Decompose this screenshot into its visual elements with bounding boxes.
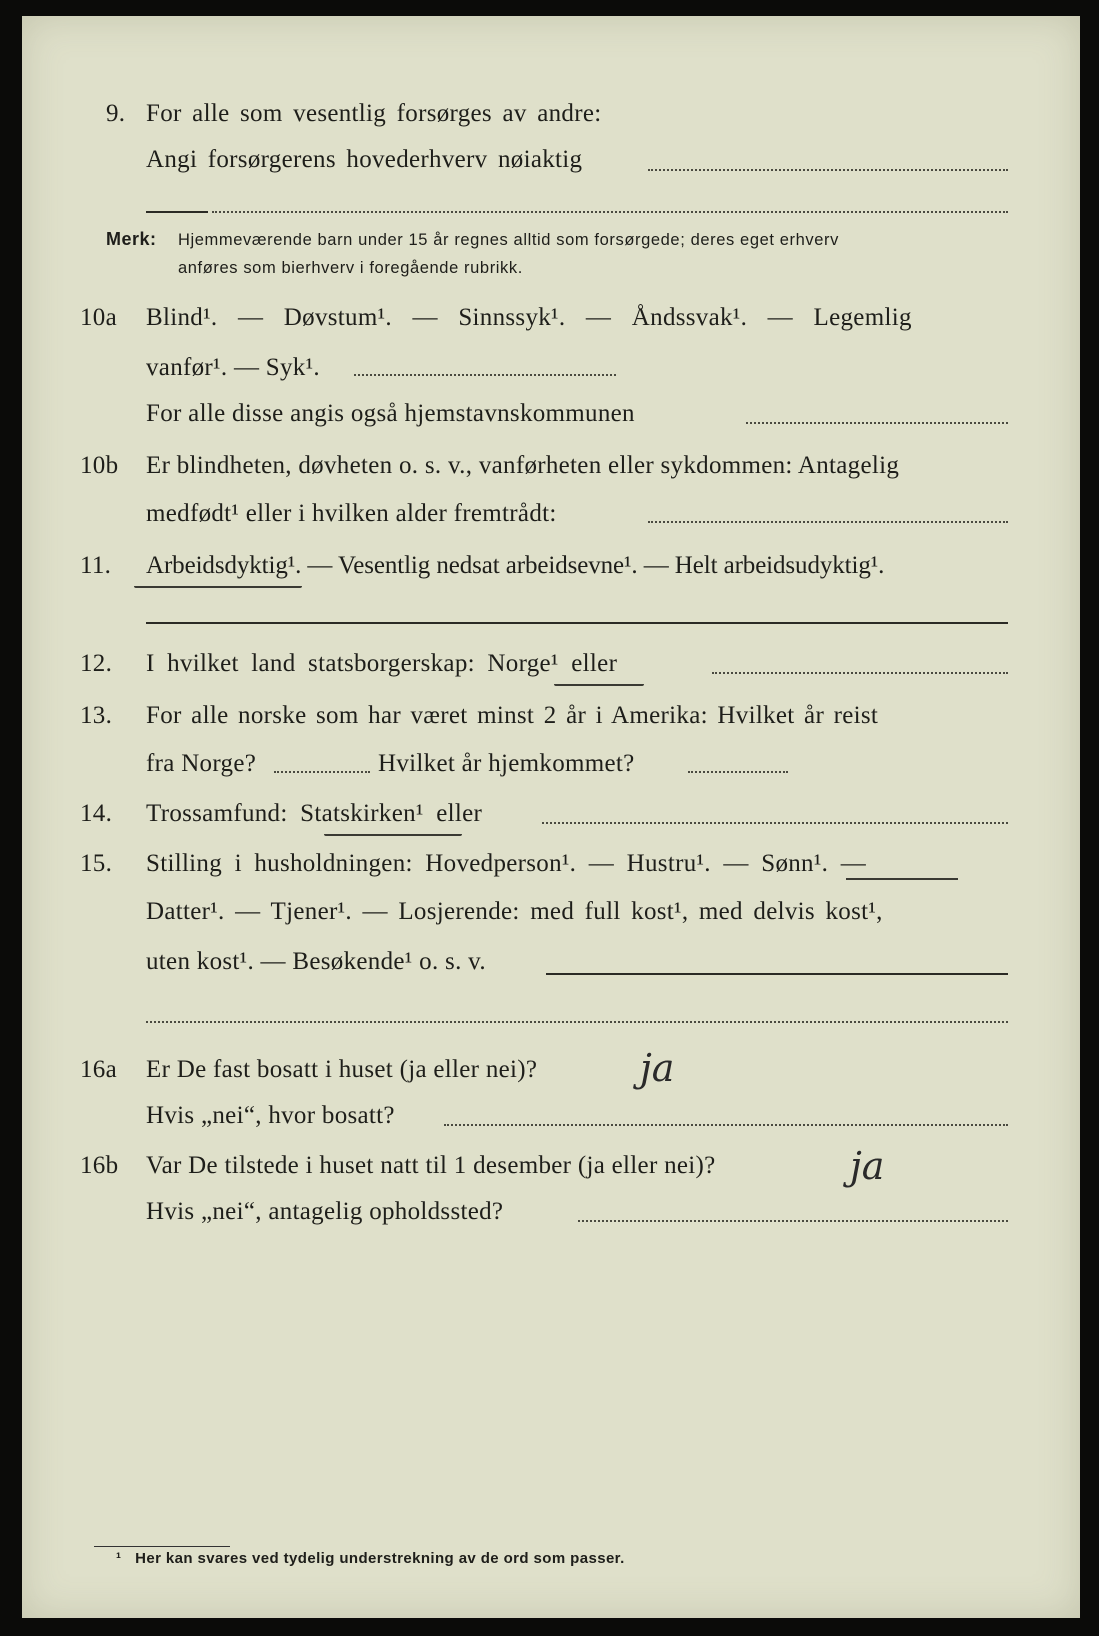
q16b-handwritten-answer[interactable]: ja bbox=[850, 1144, 885, 1188]
q16a-line1: Er De fast bosatt i huset (ja eller nei)? bbox=[146, 1056, 538, 1083]
q9-number: 9. bbox=[106, 100, 126, 127]
q15-underline-sonn bbox=[846, 878, 958, 880]
q16b-location-line[interactable] bbox=[578, 1220, 1008, 1222]
q10b-line2: medfødt¹ eller i hvilken alder fremtrådt: bbox=[146, 500, 557, 527]
q11-answer-line[interactable] bbox=[146, 622, 1008, 624]
q10a-line3: For alle disse angis også hjemstavnskommunen bbox=[146, 400, 635, 427]
q9-answer-line-2[interactable] bbox=[212, 211, 1008, 213]
q15-number: 15. bbox=[80, 850, 113, 877]
merk-line2: anføres som bierhverv i foregående rubrikk. bbox=[178, 259, 523, 277]
q11-number: 11. bbox=[80, 552, 112, 579]
q15-line2: Datter¹. — Tjener¹. — Losjerende: med full kost¹, med delvis kost¹, bbox=[146, 898, 883, 925]
q15-answer-line[interactable] bbox=[546, 973, 1008, 975]
q12-answer-line[interactable] bbox=[712, 672, 1008, 674]
q12-number: 12. bbox=[80, 650, 113, 677]
q16a-residence-line[interactable] bbox=[444, 1124, 1008, 1126]
census-form-page bbox=[22, 16, 1080, 1618]
q11-line1: Arbeidsdyktig¹. — Vesentlig nedsat arbeidsevne¹. — Helt arbeidsudyktig¹. bbox=[146, 552, 885, 579]
q15-answer-line-2[interactable] bbox=[146, 1021, 1008, 1023]
q16a-number: 16a bbox=[80, 1056, 117, 1083]
q12-line1: I hvilket land statsborgerskap: Norge¹ eller bbox=[146, 650, 618, 677]
q11-underline-arbeidsdyktig bbox=[134, 586, 302, 588]
q9-line2: Angi forsørgerens hovederhverv nøiaktig bbox=[146, 146, 583, 173]
q13-number: 13. bbox=[80, 702, 113, 729]
q15-line3: uten kost¹. — Besøkende¹ o. s. v. bbox=[146, 948, 486, 975]
q13-year-returned-line[interactable] bbox=[688, 771, 788, 773]
q13-line2b: Hvilket år hjemkommet? bbox=[378, 750, 635, 777]
q9-answer-line[interactable] bbox=[648, 169, 1008, 171]
q10b-line1: Er blindheten, døvheten o. s. v., vanførheten eller sykdommen: Antagelig bbox=[146, 452, 900, 479]
q16b-line1: Var De tilstede i huset natt til 1 desember (ja eller nei)? bbox=[146, 1152, 716, 1179]
q13-line1: For alle norske som har været minst 2 år i Amerika: Hvilket år reist bbox=[146, 702, 879, 729]
q9-rule-start bbox=[146, 211, 208, 213]
q10a-line2: vanfør¹. — Syk¹. bbox=[146, 354, 320, 381]
footnote bbox=[116, 1550, 625, 1567]
q10a-home-municipality-line[interactable] bbox=[746, 422, 1008, 424]
q10b-answer-line[interactable] bbox=[648, 521, 1008, 523]
q14-number: 14. bbox=[80, 800, 113, 827]
footnote-mark: ¹ bbox=[116, 1550, 122, 1567]
q16b-number: 16b bbox=[80, 1152, 119, 1179]
footnote-rule bbox=[94, 1546, 230, 1547]
q16a-handwritten-answer[interactable]: ja bbox=[640, 1046, 675, 1090]
q10b-number: 10b bbox=[80, 452, 119, 479]
q13-year-left-line[interactable] bbox=[274, 771, 370, 773]
footnote-text: Her kan svares ved tydelig understrekning av de ord som passer. bbox=[135, 1550, 625, 1567]
q16b-line2: Hvis „nei“, antagelig opholdssted? bbox=[146, 1198, 504, 1225]
q16a-line2: Hvis „nei“, hvor bosatt? bbox=[146, 1102, 395, 1129]
q12-underline-norge bbox=[554, 684, 644, 686]
q14-answer-line[interactable] bbox=[542, 822, 1008, 824]
q14-underline-statskirken bbox=[324, 834, 462, 836]
q9-line1: For alle som vesentlig forsørges av andre: bbox=[146, 100, 602, 127]
q15-line1: Stilling i husholdningen: Hovedperson¹. — Hustru¹. — Sønn¹. — bbox=[146, 850, 867, 877]
q13-line2a: fra Norge? bbox=[146, 750, 257, 777]
q10a-number: 10a bbox=[80, 304, 117, 331]
merk-line1: Hjemmeværende barn under 15 år regnes alltid som forsørgede; deres eget erhverv bbox=[178, 231, 839, 249]
merk-label: Merk: bbox=[106, 229, 157, 249]
q14-line1: Trossamfund: Statskirken¹ eller bbox=[146, 800, 483, 827]
q10a-line1: Blind¹. — Døvstum¹. — Sinnssyk¹. — Åndssvak¹. — Legemlig bbox=[146, 304, 912, 331]
q10a-answer-line[interactable] bbox=[354, 374, 616, 376]
